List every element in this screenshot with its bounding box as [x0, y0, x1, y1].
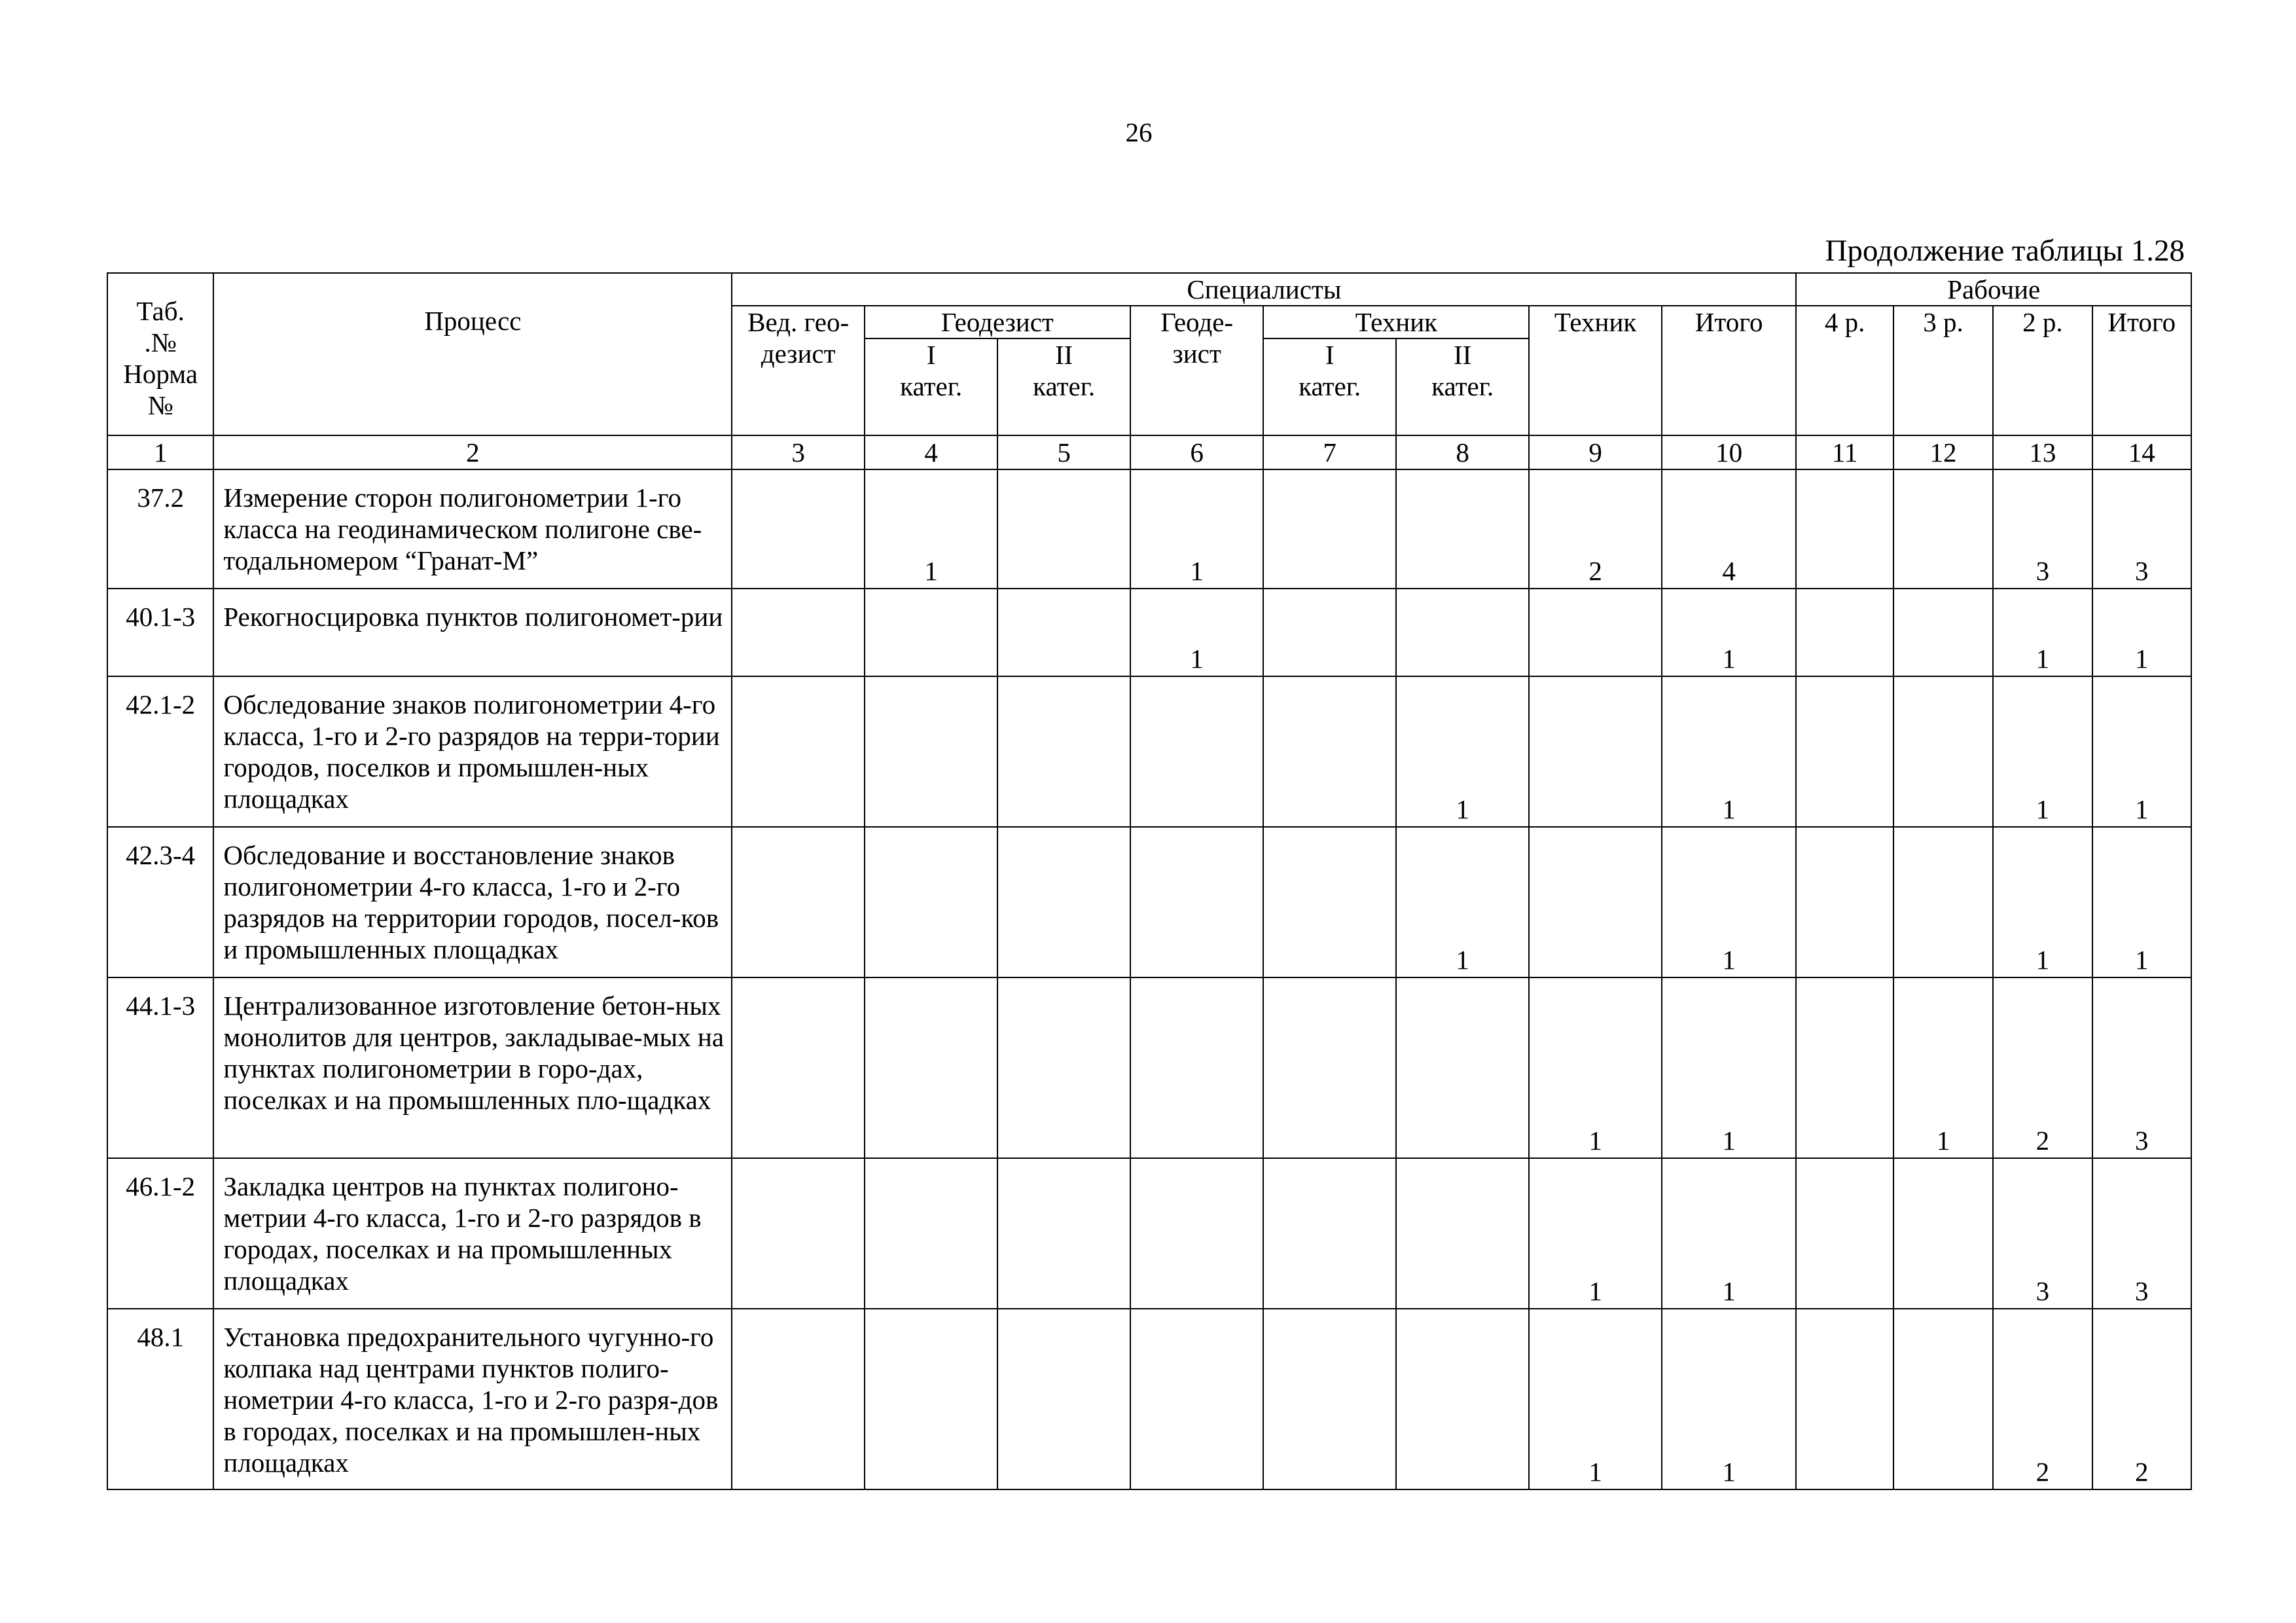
column-number: 2 [213, 435, 732, 469]
table-continuation-title: Продолжение таблицы 1.28 [1825, 234, 2185, 268]
column-number: 12 [1893, 435, 1993, 469]
row-value-c12 [1893, 1158, 1993, 1309]
header-workers: Рабочие [1796, 273, 2191, 306]
row-value-c5 [997, 1309, 1130, 1489]
row-value-c8: 1 [1396, 827, 1530, 977]
header-worker-2: 2 р. [1993, 306, 2092, 435]
header-technician: Техник [1529, 306, 1662, 435]
column-number: 8 [1396, 435, 1530, 469]
row-value-c8 [1396, 469, 1530, 589]
row-value-c12 [1893, 676, 1993, 827]
row-norm-code: 48.1 [107, 1309, 213, 1489]
row-value-c13: 2 [1993, 977, 2092, 1158]
row-value-c9: 1 [1529, 1158, 1662, 1309]
row-value-c14: 1 [2092, 589, 2191, 676]
row-value-c14: 2 [2092, 1309, 2191, 1489]
row-value-c11 [1796, 1158, 1893, 1309]
row-value-c12: 1 [1893, 977, 1993, 1158]
row-value-c6 [1130, 676, 1264, 827]
row-value-c6 [1130, 1309, 1264, 1489]
row-value-c4 [865, 977, 998, 1158]
row-value-c14: 1 [2092, 827, 2191, 977]
row-value-c14: 3 [2092, 469, 2191, 589]
row-value-c13: 2 [1993, 1309, 2092, 1489]
header-technician-group: Техник [1263, 306, 1529, 338]
header-spec-total: Итого [1662, 306, 1797, 435]
header-worker-3: 3 р. [1893, 306, 1993, 435]
row-norm-code: 44.1-3 [107, 977, 213, 1158]
row-norm-code: 42.1-2 [107, 676, 213, 827]
row-value-c3 [732, 1309, 865, 1489]
header-lead-geodesist: Вед. гео- дезист [732, 306, 865, 435]
row-value-c12 [1893, 1309, 1993, 1489]
row-value-c7 [1263, 977, 1396, 1158]
row-value-c6: 1 [1130, 469, 1264, 589]
row-value-c11 [1796, 589, 1893, 676]
row-value-c3 [732, 977, 865, 1158]
row-value-c7 [1263, 1158, 1396, 1309]
row-value-c14: 3 [2092, 1158, 2191, 1309]
row-value-c10: 4 [1662, 469, 1797, 589]
row-value-c3 [732, 469, 865, 589]
row-value-c9 [1529, 589, 1662, 676]
column-number: 1 [107, 435, 213, 469]
row-value-c6 [1130, 827, 1264, 977]
row-value-c9: 1 [1529, 1309, 1662, 1489]
header-geodesist-group: Геодезист [865, 306, 1130, 338]
row-value-c11 [1796, 1309, 1893, 1489]
header-geodesist-cat2: II катег. [997, 338, 1130, 435]
row-value-c3 [732, 589, 865, 676]
column-number: 10 [1662, 435, 1797, 469]
row-process: Измерение сторон полигонометрии 1-го класса на геодинамическом полигоне све-тодальномером “Гранат-М” [213, 469, 732, 589]
row-value-c8 [1396, 1309, 1530, 1489]
row-value-c14: 3 [2092, 977, 2191, 1158]
row-value-c8: 1 [1396, 676, 1530, 827]
header-specialists: Специалисты [732, 273, 1796, 306]
header-tab-norm: Таб. .№ Норма № [107, 273, 213, 435]
row-norm-code: 40.1-3 [107, 589, 213, 676]
row-value-c10: 1 [1662, 977, 1797, 1158]
row-value-c7 [1263, 827, 1396, 977]
column-number: 5 [997, 435, 1130, 469]
row-value-c9 [1529, 676, 1662, 827]
row-value-c5 [997, 589, 1130, 676]
row-value-c9 [1529, 827, 1662, 977]
row-value-c4 [865, 589, 998, 676]
row-value-c10: 1 [1662, 827, 1797, 977]
row-norm-code: 42.3-4 [107, 827, 213, 977]
row-value-c10: 1 [1662, 1158, 1797, 1309]
row-value-c4 [865, 676, 998, 827]
table-row [107, 589, 2191, 676]
header-workers-total: Итого [2092, 306, 2191, 435]
row-value-c3 [732, 1158, 865, 1309]
row-process: Закладка центров на пунктах полигоно-метрии 4-го класса, 1-го и 2-го разрядов в городах, поселках и на промышленных площадках [213, 1158, 732, 1309]
row-process: Обследование знаков полигонометрии 4-го класса, 1-го и 2-го разрядов на терри-тории городов, поселков и промышлен-ных площадках [213, 676, 732, 827]
row-value-c6 [1130, 977, 1264, 1158]
row-norm-code: 37.2 [107, 469, 213, 589]
row-value-c7 [1263, 676, 1396, 827]
row-value-c4: 1 [865, 469, 998, 589]
norms-table [107, 272, 2192, 1490]
header-worker-4: 4 р. [1796, 306, 1893, 435]
row-value-c9: 2 [1529, 469, 1662, 589]
column-number-row [107, 435, 2191, 469]
row-value-c13: 3 [1993, 469, 2092, 589]
header-technician-cat2: II катег. [1396, 338, 1530, 435]
row-value-c5 [997, 977, 1130, 1158]
row-value-c5 [997, 827, 1130, 977]
row-value-c3 [732, 827, 865, 977]
row-value-c11 [1796, 827, 1893, 977]
row-value-c12 [1893, 589, 1993, 676]
row-value-c13: 3 [1993, 1158, 2092, 1309]
row-value-c10: 1 [1662, 1309, 1797, 1489]
header-row-1 [107, 273, 2191, 306]
column-number: 14 [2092, 435, 2191, 469]
row-value-c13: 1 [1993, 676, 2092, 827]
column-number: 13 [1993, 435, 2092, 469]
column-number: 6 [1130, 435, 1264, 469]
row-process: Рекогносцировка пунктов полигономет-рии [213, 589, 732, 676]
table-row [107, 1158, 2191, 1309]
row-value-c6 [1130, 1158, 1264, 1309]
page-number: 26 [1125, 117, 1153, 147]
row-value-c11 [1796, 469, 1893, 589]
header-geodesist-cat1: I катег. [865, 338, 998, 435]
row-value-c8 [1396, 1158, 1530, 1309]
row-value-c10: 1 [1662, 589, 1797, 676]
row-value-c4 [865, 1309, 998, 1489]
row-value-c5 [997, 1158, 1130, 1309]
row-value-c13: 1 [1993, 827, 2092, 977]
row-value-c11 [1796, 977, 1893, 1158]
table-row [107, 469, 2191, 589]
row-value-c3 [732, 676, 865, 827]
row-value-c13: 1 [1993, 589, 2092, 676]
column-number: 7 [1263, 435, 1396, 469]
row-process: Обследование и восстановление знаков полигонометрии 4-го класса, 1-го и 2-го разрядов на территории городов, посел-ков и промышленных площадках [213, 827, 732, 977]
row-value-c12 [1893, 827, 1993, 977]
row-process: Установка предохранительного чугунно-го колпака над центрами пунктов полиго-нометрии 4-го класса, 1-го и 2-го разря-дов в городах, поселках и на промышлен-ных площадках [213, 1309, 732, 1489]
table-row [107, 827, 2191, 977]
table-row [107, 977, 2191, 1158]
row-value-c7 [1263, 589, 1396, 676]
row-value-c6: 1 [1130, 589, 1264, 676]
row-process: Централизованное изготовление бетон-ных монолитов для центров, закладывае-мых на пунктах полигонометрии в горо-дах, поселках и на промышленных пло-щадках [213, 977, 732, 1158]
row-value-c5 [997, 676, 1130, 827]
row-value-c8 [1396, 589, 1530, 676]
row-value-c5 [997, 469, 1130, 589]
column-number: 11 [1796, 435, 1893, 469]
header-process: Процесс [213, 273, 732, 435]
row-value-c10: 1 [1662, 676, 1797, 827]
column-number: 3 [732, 435, 865, 469]
row-value-c4 [865, 1158, 998, 1309]
row-value-c8 [1396, 977, 1530, 1158]
header-geodesist: Геоде- зист [1130, 306, 1264, 435]
row-value-c14: 1 [2092, 676, 2191, 827]
row-value-c4 [865, 827, 998, 977]
row-value-c9: 1 [1529, 977, 1662, 1158]
header-technician-cat1: I катег. [1263, 338, 1396, 435]
column-number: 9 [1529, 435, 1662, 469]
table-row [107, 1309, 2191, 1489]
table-body [107, 469, 2191, 1489]
row-norm-code: 46.1-2 [107, 1158, 213, 1309]
table-row [107, 676, 2191, 827]
row-value-c12 [1893, 469, 1993, 589]
row-value-c7 [1263, 469, 1396, 589]
row-value-c11 [1796, 676, 1893, 827]
column-number: 4 [865, 435, 998, 469]
row-value-c7 [1263, 1309, 1396, 1489]
